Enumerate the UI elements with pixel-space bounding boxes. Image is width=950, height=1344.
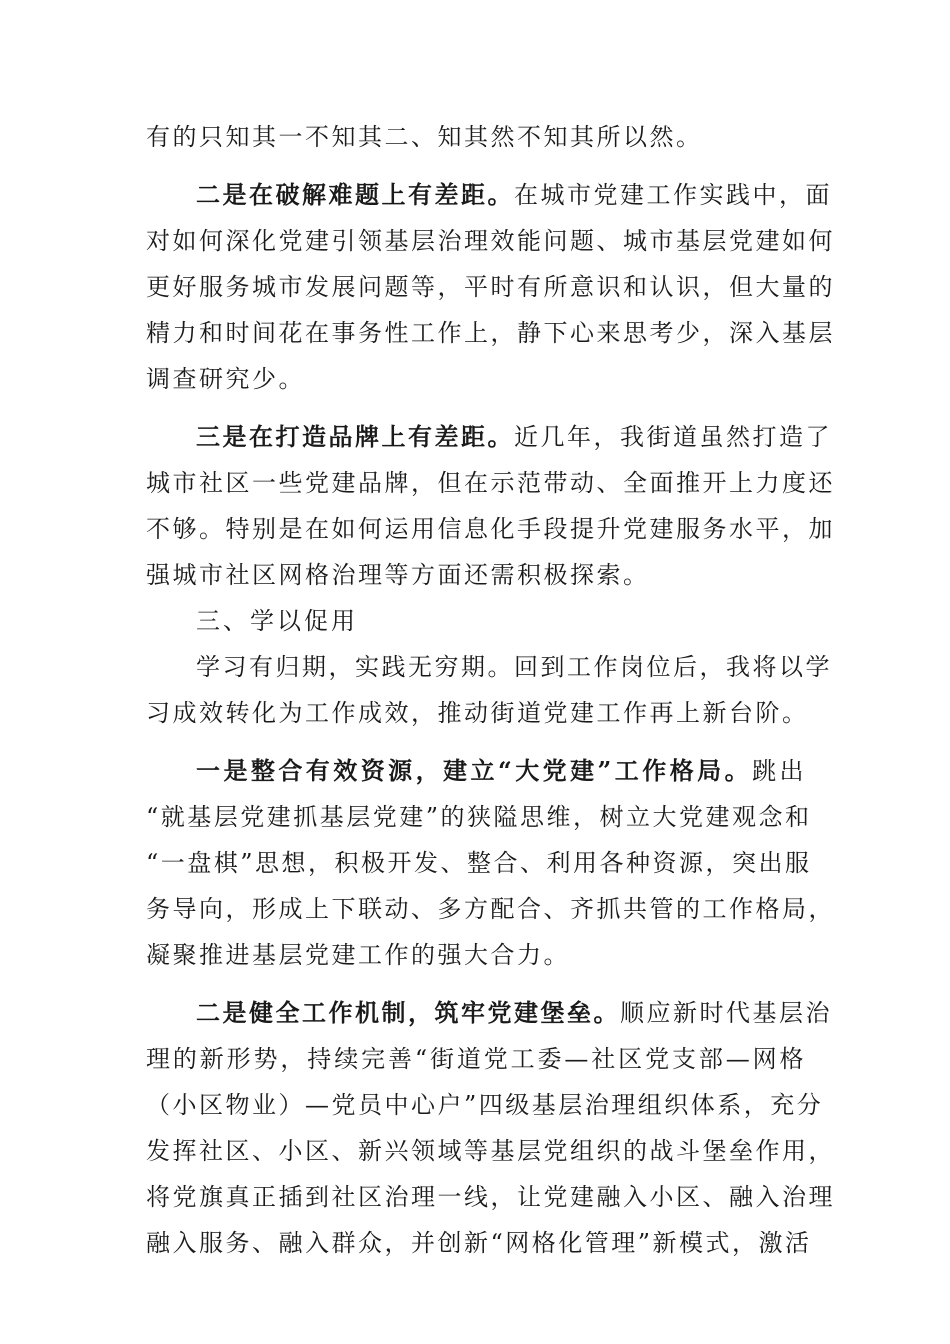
section-heading: 三、学以促用	[196, 607, 358, 635]
paragraph-text: 近几年，我街道虽然打造了	[514, 423, 832, 451]
paragraph-line: “一盘棋”思想，积极开发、整合、利用各种资源，突出服	[146, 849, 812, 877]
paragraph-line: 习成效转化为工作成效，推动街道党建工作再上新台阶。	[146, 699, 809, 727]
paragraph-line	[146, 990, 832, 1036]
paragraph-line	[146, 172, 832, 218]
paragraph-line: 不够。特别是在如何运用信息化手段提升党建服务水平，加	[146, 515, 835, 543]
document-body	[146, 114, 835, 1266]
paragraph-line: 强城市社区网格治理等方面还需积极探索。	[146, 561, 650, 589]
paragraph-line: 发挥社区、小区、新兴领域等基层党组织的战斗堡垒作用，	[146, 1137, 835, 1165]
paragraph-line: 有的只知其一不知其二、知其然不知其所以然。	[146, 123, 703, 151]
paragraph-line: （小区物业）—党员中心户”四级基层治理组织体系，充分	[146, 1091, 824, 1119]
paragraph-lead: 二是在破解难题上有差距。	[196, 180, 514, 209]
paragraph-line: “就基层党建抓基层党建”的狭隘思维，树立大党建观念和	[146, 803, 812, 831]
paragraph-line: 务导向，形成上下联动、多方配合、齐抓共管的工作格局，	[146, 895, 835, 923]
paragraph-line	[146, 748, 806, 794]
paragraph-line: 将党旗真正插到社区治理一线，让党建融入小区、融入治理	[146, 1183, 835, 1211]
paragraph-text: 在城市党建工作实践中，面	[514, 181, 832, 209]
paragraph-line: 理的新形势，持续完善“街道党工委—社区党支部—网格	[146, 1045, 806, 1073]
paragraph-line: 精力和时间花在事务性工作上，静下心来思考少，深入基层	[146, 319, 835, 347]
paragraph-line: 城市社区一些党建品牌，但在示范带动、全面推开上力度还	[146, 469, 835, 497]
paragraph-line: 学习有归期，实践无穷期。回到工作岗位后，我将以学	[196, 653, 832, 681]
paragraph-lead: 二是健全工作机制，筑牢党建堡垒。	[196, 998, 620, 1027]
paragraph-line	[146, 414, 832, 460]
paragraph-line: 对如何深化党建引领基层治理效能问题、城市基层党建如何	[146, 227, 835, 255]
paragraph-text: 顺应新时代基层治	[620, 999, 832, 1027]
paragraph-line: 凝聚推进基层党建工作的强大合力。	[146, 941, 570, 969]
paragraph-line: 调查研究少。	[146, 365, 305, 393]
paragraph-line: 融入服务、融入群众，并创新“网格化管理”新模式，激活	[146, 1229, 812, 1257]
paragraph-lead: 一是整合有效资源，建立“大党建”工作格局。	[196, 756, 753, 785]
paragraph-text: 跳出	[752, 757, 807, 785]
paragraph-line: 更好服务城市发展问题等，平时有所意识和认识，但大量的	[146, 273, 835, 301]
paragraph-lead: 三是在打造品牌上有差距。	[196, 422, 514, 451]
